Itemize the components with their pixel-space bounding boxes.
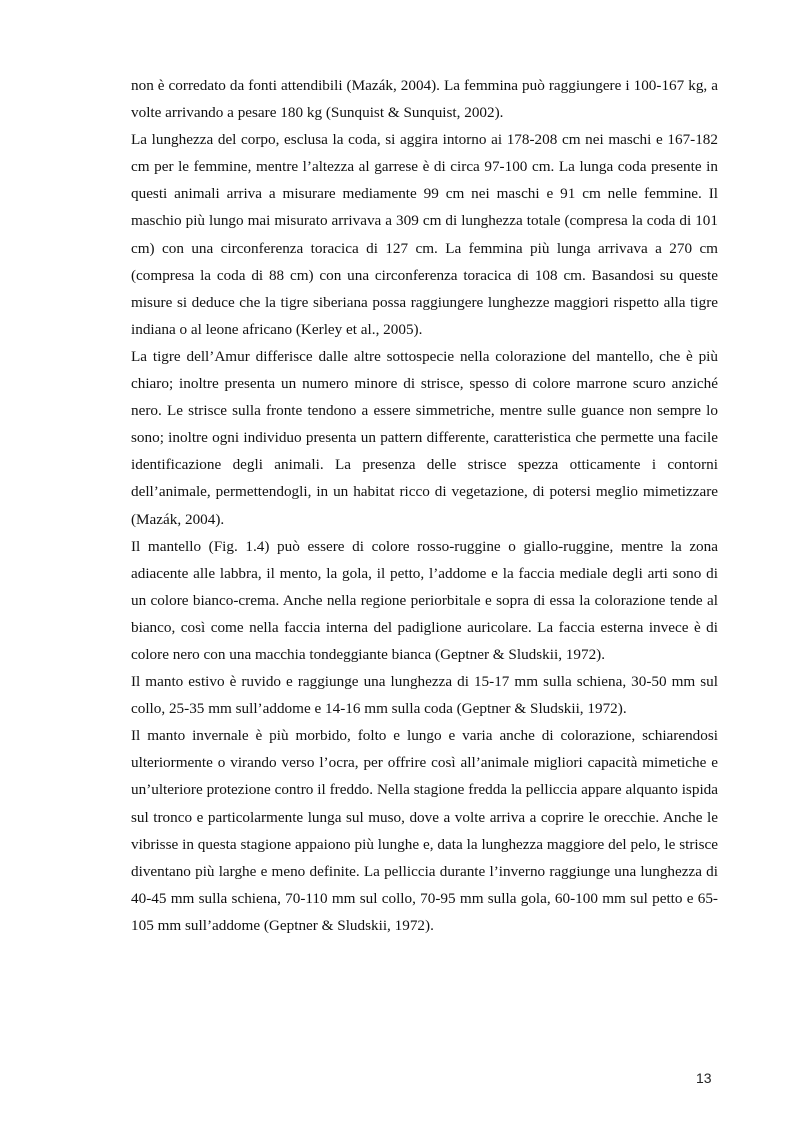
body-text bbox=[131, 72, 718, 939]
paragraph-weight: non è corredato da fonti attendibili (Mazák, 2004). La femmina può raggiungere i 100-167 kg, a volte arrivando a pesare 180 kg (Sunquist & Sunquist, 2002). bbox=[131, 77, 718, 122]
paragraph-winter-coat: Il manto invernale è più morbido, folto e lungo e varia anche di colorazione, schiarendosi ulteriormente o virando verso l’ocra, per offrire così all’animale migliori capacità mimetiche e un’ulteriore protezione contro il freddo. Nella stagione fredda la pelliccia appare alquanto ispida sul tronco e particolarmente lunga sul muso, dove a volte arriva a coprire le orecchie. Anche le vibrisse in questa stagione appaiono più lunghe e, data la lunghezza maggiore del pelo, le strisce diventano più larghe e meno definite. La pelliccia durante l’inverno raggiunge una lunghezza di 40-45 mm sulla schiena, 70-110 mm sul collo, 70-95 mm sulla gola, 60-100 mm sul petto e 65-105 mm sull’addome (Geptner & Sludskii, 1972). bbox=[131, 727, 718, 934]
paragraph-coat-coloration: La tigre dell’Amur differisce dalle altre sottospecie nella colorazione del mantello, che è più chiaro; inoltre presenta un numero minore di strisce, spesso di colore marrone scuro anziché nero. Le strisce sulla fronte tendono a essere simmetriche, mentre sulle guance non sempre lo sono; inoltre ogni individuo presenta un pattern differente, caratteristica che permette una facile identificazione degli animali. La presenza delle strisce spezza otticamente i contorni dell’animale, permettendogli, in un habitat ricco di vegetazione, di potersi meglio mimetizzare (Mazák, 2004). bbox=[131, 347, 718, 528]
paragraph-mantle: Il mantello (Fig. 1.4) può essere di colore rosso-ruggine o giallo-ruggine, mentre la zona adiacente alle labbra, il mento, la gola, il petto, l’addome e la faccia mediale degli arti sono di un colore bianco-crema. Anche nella regione periorbitale e sopra di essa la colorazione tende al bianco, così come nella faccia interna del padiglione auricolare. La faccia esterna invece è di colore nero con una macchia tondeggiante bianca (Geptner & Sludskii, 1972). bbox=[131, 537, 718, 663]
page-number: 13 bbox=[696, 1070, 712, 1086]
paragraph-summer-coat: Il manto estivo è ruvido e raggiunge una lunghezza di 15-17 mm sulla schiena, 30-50 mm sul collo, 25-35 mm sull’addome e 14-16 mm sulla coda (Geptner & Sludskii, 1972). bbox=[131, 673, 718, 718]
paragraph-body-length: La lunghezza del corpo, esclusa la coda, si aggira intorno ai 178-208 cm nei maschi e 167-182 cm per le femmine, mentre l’altezza al garrese è di circa 97-100 cm. La lunga coda presente in questi animali arriva a misurare mediamente 99 cm nei maschi e 91 cm nelle femmine. Il maschio più lungo mai misurato arrivava a 309 cm di lunghezza totale (compresa la coda di 101 cm) con una circonferenza toracica di 127 cm. La femmina più lunga arrivava a 270 cm (compresa la coda di 88 cm) con una circonferenza toracica di 108 cm. Basandosi su queste misure si deduce che la tigre siberiana possa raggiungere lunghezze maggiori rispetto alla tigre indiana o al leone africano (Kerley et al., 2005). bbox=[131, 131, 718, 338]
